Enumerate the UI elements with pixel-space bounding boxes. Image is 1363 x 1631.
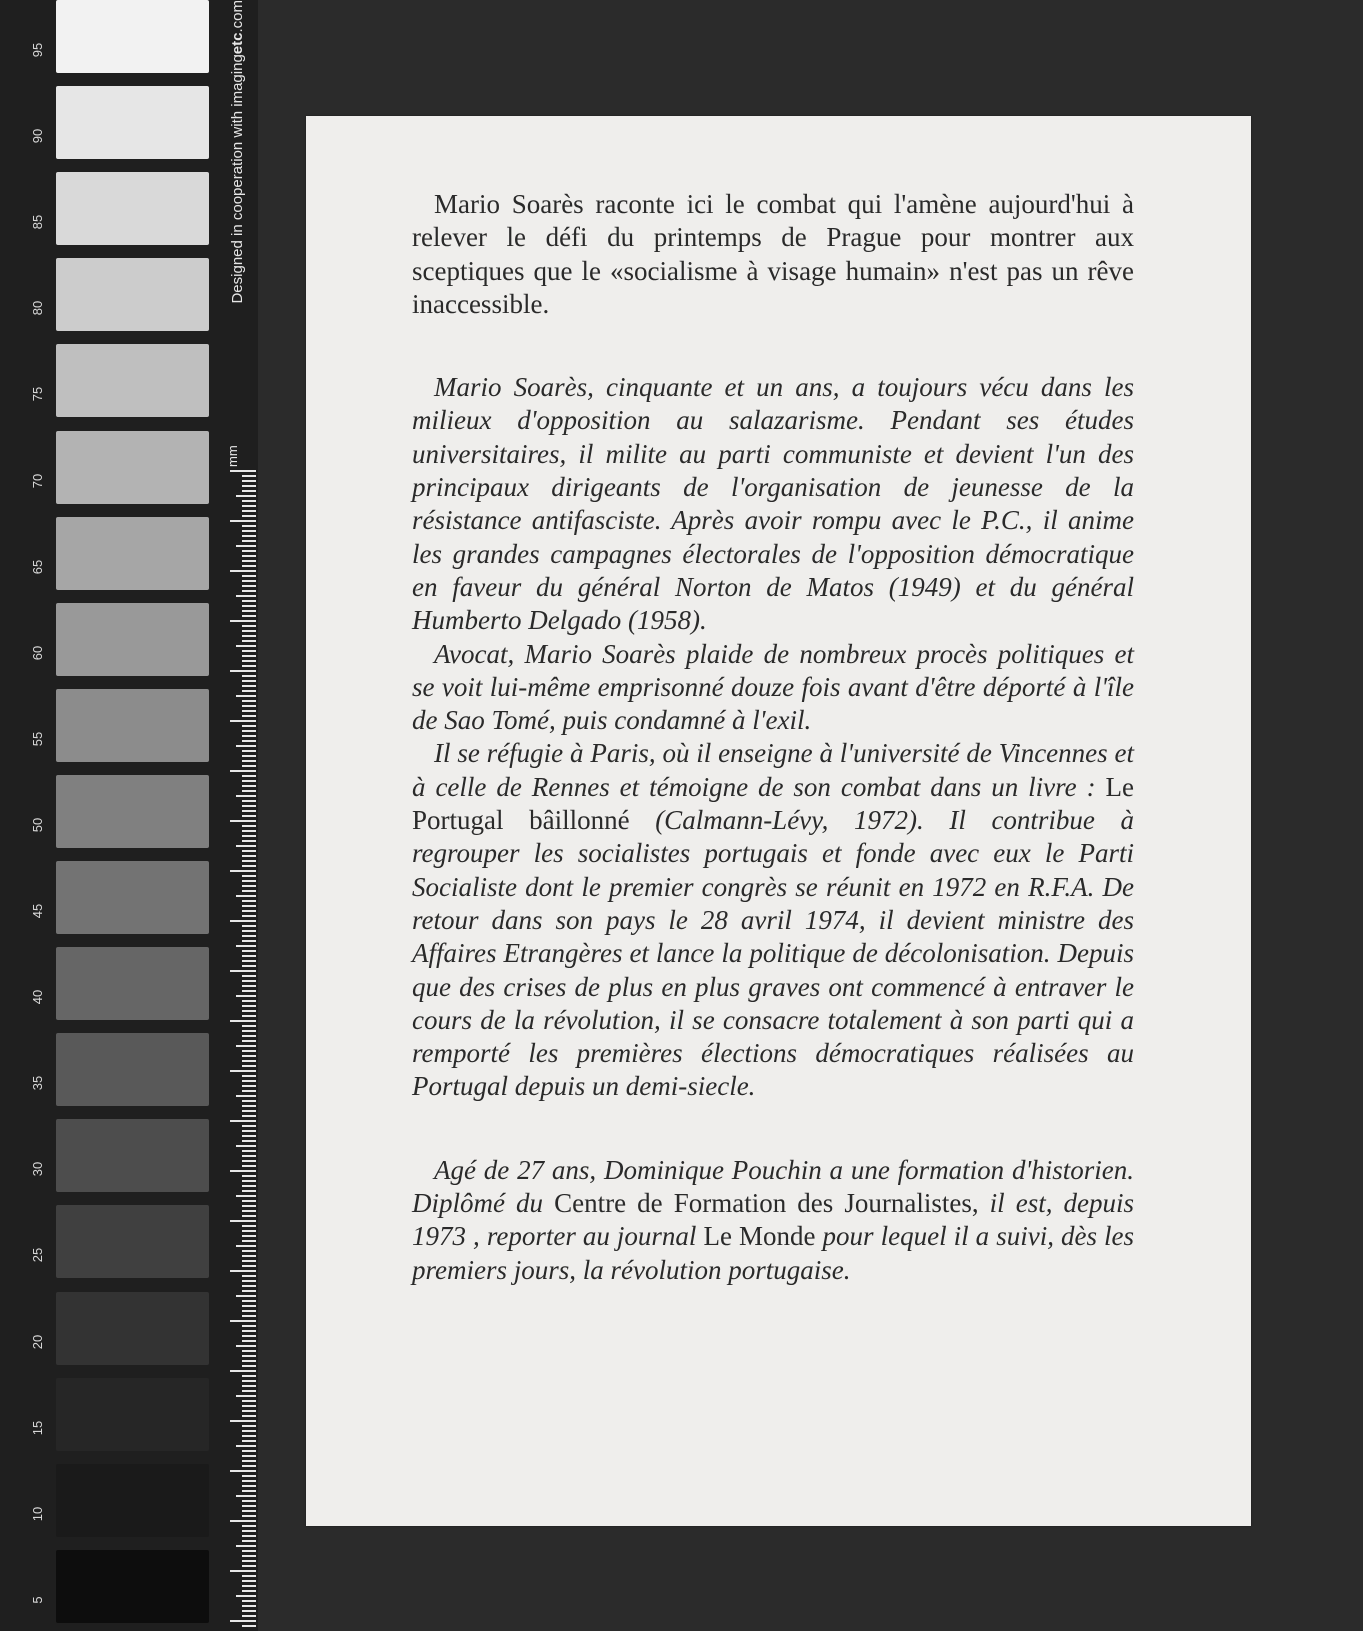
ruler-tick: [242, 1465, 256, 1467]
scale-number: 80: [30, 301, 45, 316]
ruler-tick: [236, 645, 256, 647]
ruler-tick: [242, 1040, 256, 1042]
scale-number: 90: [30, 128, 45, 144]
ruler-tick: [242, 515, 256, 517]
ruler-tick: [242, 1280, 256, 1282]
ruler-tick: [242, 1410, 256, 1412]
ruler-tick: [236, 1595, 256, 1597]
ruler-tick: [242, 1180, 256, 1182]
ruler-tick: [242, 1085, 256, 1087]
author-text-c: pour lequel il a suivi, dès les premiers jours, la révolution portugaise.: [412, 1221, 1135, 1285]
ruler-tick: [242, 490, 256, 492]
gray-swatch: [56, 431, 209, 504]
ruler-tick: [242, 735, 256, 737]
bio3-text-a: Il se réfugie à Paris, où il enseigne à l'université de Vincennes et à celle de Rennes et témoigne de son combat dans un livre :: [412, 738, 1134, 802]
ruler-tick: [242, 875, 256, 877]
ruler-tick: [242, 1585, 256, 1587]
ruler-tick: [242, 755, 256, 757]
ruler-tick: [242, 1260, 256, 1262]
ruler-tick: [242, 1350, 256, 1352]
ruler-tick: [242, 1460, 256, 1462]
ruler-tick: [242, 1405, 256, 1407]
ruler-tick: [230, 620, 256, 622]
ruler-tick: [242, 1365, 256, 1367]
bio-paragraph-2: Avocat, Mario Soarès plaide de nombreux procès politiques et se voit lui-même emprisonné douze fois avant d'être déporté à l'île de Sao Tomé, puis condamné à l'exil.: [412, 638, 1134, 736]
ruler-tick: [242, 880, 256, 882]
ruler-tick: [242, 505, 256, 507]
brand-prefix: Designed in cooperation with imaging: [229, 54, 246, 304]
ruler-tick: [242, 575, 256, 577]
scale-number: 40: [30, 989, 45, 1005]
ruler-tick: [242, 1055, 256, 1057]
ruler-tick: [242, 1100, 256, 1102]
ruler-tick: [230, 920, 256, 922]
gray-swatch: [56, 1550, 209, 1623]
ruler-tick: [242, 685, 256, 687]
author-text-a: Agé de 27 ans, Dominique Pouchin a une formation d'historien. Diplômé du: [412, 1154, 1134, 1219]
scale-number: 30: [30, 1162, 45, 1177]
ruler-tick: [242, 1230, 256, 1232]
gray-swatch: [56, 517, 209, 590]
author-text-b: il est, depuis 1973 , reporter au journal: [412, 1188, 1135, 1252]
ruler-tick: [242, 710, 256, 712]
ruler-tick: [242, 725, 256, 727]
ruler-tick: [242, 1400, 256, 1402]
ruler-tick: [242, 660, 256, 662]
ruler-tick: [242, 580, 256, 582]
ruler-tick: [242, 1510, 256, 1512]
ruler-tick: [242, 640, 256, 642]
ruler-tick: [242, 560, 256, 562]
ruler-tick: [242, 705, 256, 707]
ruler-tick: [242, 1135, 256, 1137]
ruler-tick: [242, 1075, 256, 1077]
ruler-tick: [242, 730, 256, 732]
ruler-tick: [242, 1235, 256, 1237]
scale-number: 45: [30, 903, 45, 919]
ruler-tick: [242, 1185, 256, 1187]
ruler-tick: [236, 1145, 256, 1147]
ruler-tick: [242, 980, 256, 982]
ruler-tick: [236, 495, 256, 497]
ruler-tick: [242, 1190, 256, 1192]
ruler-tick: [242, 1150, 256, 1152]
ruler-tick: [242, 1435, 256, 1437]
ruler-tick: [242, 475, 256, 477]
ruler-tick: [230, 1020, 256, 1022]
ruler-tick: [242, 610, 256, 612]
ruler-tick: [230, 720, 256, 722]
ruler-tick: [242, 1475, 256, 1477]
ruler-tick: [242, 1455, 256, 1457]
ruler-tick: [242, 800, 256, 802]
ruler-tick: [242, 785, 256, 787]
ruler-tick: [242, 940, 256, 942]
ruler-tick: [230, 670, 256, 672]
ruler-tick: [242, 1360, 256, 1362]
ruler-tick: [242, 1155, 256, 1157]
gray-swatch: [56, 0, 209, 73]
ruler-tick: [242, 1380, 256, 1382]
ruler-tick: [230, 1320, 256, 1322]
ruler-tick: [230, 1220, 256, 1222]
bio-paragraph-1: Mario Soarès, cinquante et un ans, a toujours vécu dans les milieux d'opposition au salazarisme. Pendant ses études universitaires, il milite au parti communiste et devient l'un des principaux dirigeants de l'organisation de jeunesse de la résistance antifasciste. Après avoir rompu avec le P.C., il anime les grandes campagnes électorales de l'opposition démocratique en faveur du général Norton de Matos (1949) et du général Humberto Delgado (1958).: [412, 372, 1134, 636]
ruler-tick: [242, 1500, 256, 1502]
ruler-tick: [236, 745, 256, 747]
scale-number: 75: [30, 387, 45, 402]
ruler-tick: [242, 1340, 256, 1342]
ruler-tick: [242, 690, 256, 692]
ruler-tick: [242, 865, 256, 867]
ruler-tick: [230, 470, 256, 472]
ruler-tick: [236, 1095, 256, 1097]
ruler-tick: [242, 525, 256, 527]
ruler-tick: [242, 480, 256, 482]
bio-paragraph-3: [412, 737, 1134, 1103]
ruler-tick: [242, 965, 256, 967]
ruler-tick: [242, 1225, 256, 1227]
ruler-tick: [230, 820, 256, 822]
ruler-tick: [242, 1240, 256, 1242]
scale-number: 70: [30, 473, 45, 488]
gray-swatch: [56, 947, 209, 1020]
ruler-tick: [242, 900, 256, 902]
ruler-tick: [242, 1625, 256, 1627]
ruler-tick: [242, 805, 256, 807]
ruler-tick: [236, 945, 256, 947]
ruler-tick: [236, 695, 256, 697]
ruler-tick: [242, 1000, 256, 1002]
ruler-tick: [230, 770, 256, 772]
ruler-tick: [236, 1295, 256, 1297]
bio3-text-b: (Calmann-Lévy, 1972). Il contribue à regrouper les socialistes portugais et fonde avec eux le Parti Socialiste dont le premier congrès se réunit en 1972 en R.F.A. De retour dans son pays le 28 avril 1974, il devient ministre des Affaires Etrangères et lance la politique de décolonisation. Depuis que des crises de plus en plus graves ont commencé à entraver le cours de la révolution, il se consacre totalement à son parti qui a remporté les premières élections démocratiques réalisées au Portugal depuis un demi-siecle.: [412, 805, 1135, 1102]
ruler-tick: [242, 855, 256, 857]
ruler-tick: [236, 545, 256, 547]
ruler-tick: [230, 870, 256, 872]
gray-swatch: [56, 1378, 209, 1451]
mm-ruler: [228, 470, 258, 1631]
ruler-tick: [242, 700, 256, 702]
ruler-tick: [242, 1115, 256, 1117]
ruler-tick: [242, 1305, 256, 1307]
gray-swatch: [56, 775, 209, 848]
ruler-tick: [242, 975, 256, 977]
ruler-tick: [242, 840, 256, 842]
gray-swatch: [56, 172, 209, 245]
ruler-tick: [242, 510, 256, 512]
ruler-tick: [242, 1090, 256, 1092]
ruler-tick: [242, 1565, 256, 1567]
ruler-tick: [242, 1575, 256, 1577]
ruler-tick: [242, 565, 256, 567]
ruler-tick: [236, 1395, 256, 1397]
ruler-tick: [242, 960, 256, 962]
ruler-tick: [242, 1325, 256, 1327]
ruler-tick: [242, 765, 256, 767]
gray-swatch: [56, 1464, 209, 1537]
calibration-strip: [0, 0, 258, 1631]
ruler-tick: [236, 845, 256, 847]
ruler-tick: [242, 1615, 256, 1617]
newspaper-name: Le Monde: [703, 1221, 816, 1252]
ruler-tick: [242, 1555, 256, 1557]
ruler-tick: [242, 1290, 256, 1292]
ruler-tick: [242, 1200, 256, 1202]
ruler-tick: [242, 715, 256, 717]
scale-number: 50: [30, 817, 45, 833]
ruler-tick: [242, 915, 256, 917]
ruler-tick: [242, 555, 256, 557]
ruler-tick: [242, 1355, 256, 1357]
ruler-tick: [242, 990, 256, 992]
ruler-tick: [230, 1170, 256, 1172]
ruler-tick: [242, 1050, 256, 1052]
ruler-tick: [242, 790, 256, 792]
ruler-tick: [242, 485, 256, 487]
ruler-tick: [230, 1520, 256, 1522]
ruler-tick: [230, 1070, 256, 1072]
ruler-tick: [242, 1480, 256, 1482]
scale-number: 85: [30, 214, 45, 230]
ruler-tick: [242, 810, 256, 812]
ruler-tick: [242, 530, 256, 532]
scale-number: 20: [30, 1334, 45, 1349]
ruler-tick: [242, 1035, 256, 1037]
gray-swatch: [56, 86, 209, 159]
ruler-tick: [242, 930, 256, 932]
ruler-tick: [242, 825, 256, 827]
ruler-tick: [242, 1265, 256, 1267]
ruler-tick: [242, 1080, 256, 1082]
scale-number: 10: [30, 1506, 45, 1521]
ruler-tick: [242, 1540, 256, 1542]
ruler-tick: [242, 655, 256, 657]
ruler-tick: [236, 1545, 256, 1547]
brand-suffix: .com: [229, 0, 246, 33]
ruler-tick: [242, 1610, 256, 1612]
gray-swatch: [56, 603, 209, 676]
ruler-tick: [242, 1505, 256, 1507]
ruler-tick: [236, 1345, 256, 1347]
ruler-tick: [242, 1025, 256, 1027]
ruler-tick: [242, 1605, 256, 1607]
ruler-tick: [242, 1315, 256, 1317]
ruler-tick: [236, 1195, 256, 1197]
ruler-tick: [242, 1275, 256, 1277]
ruler-tick: [242, 1580, 256, 1582]
ruler-tick: [242, 1375, 256, 1377]
ruler-tick: [230, 1370, 256, 1372]
ruler-tick: [242, 955, 256, 957]
scale-number: 35: [30, 1075, 45, 1091]
ruler-tick: [242, 635, 256, 637]
ruler-tick: [242, 1015, 256, 1017]
gray-swatch: [56, 1033, 209, 1106]
ruler-tick: [242, 535, 256, 537]
ruler-tick: [242, 1330, 256, 1332]
ruler-tick: [236, 595, 256, 597]
ruler-tick: [242, 650, 256, 652]
mm-label: mm: [225, 445, 240, 467]
ruler-tick: [242, 1065, 256, 1067]
ruler-tick: [242, 1550, 256, 1552]
ruler-tick: [242, 600, 256, 602]
ruler-tick: [230, 1120, 256, 1122]
ruler-tick: [230, 1420, 256, 1422]
ruler-tick: [242, 665, 256, 667]
ruler-tick: [236, 1445, 256, 1447]
scale-number: 15: [30, 1420, 45, 1435]
ruler-tick: [242, 740, 256, 742]
ruler-tick: [242, 1560, 256, 1562]
ruler-tick: [242, 1300, 256, 1302]
ruler-tick: [230, 520, 256, 522]
ruler-tick: [242, 550, 256, 552]
ruler-tick: [242, 625, 256, 627]
scale-number: 60: [30, 645, 45, 660]
ruler-tick: [242, 950, 256, 952]
ruler-tick: [230, 570, 256, 572]
ruler-tick: [242, 1310, 256, 1312]
ruler-tick: [242, 1005, 256, 1007]
ruler-tick: [236, 895, 256, 897]
ruler-tick: [242, 1110, 256, 1112]
brand-bold: etc: [229, 32, 246, 55]
ruler-tick: [242, 890, 256, 892]
ruler-tick: [242, 1125, 256, 1127]
ruler-tick: [236, 1495, 256, 1497]
ruler-tick: [242, 905, 256, 907]
ruler-tick: [242, 590, 256, 592]
ruler-tick: [242, 1600, 256, 1602]
ruler-tick: [230, 1570, 256, 1572]
ruler-tick: [242, 1530, 256, 1532]
ruler-tick: [242, 830, 256, 832]
ruler-tick: [236, 795, 256, 797]
ruler-tick: [242, 910, 256, 912]
ruler-tick: [242, 605, 256, 607]
ruler-tick: [242, 1160, 256, 1162]
ruler-tick: [242, 1390, 256, 1392]
ruler-tick: [242, 760, 256, 762]
ruler-tick: [242, 675, 256, 677]
gray-swatches: [56, 0, 211, 1631]
ruler-tick: [242, 1490, 256, 1492]
ruler-tick: [242, 1515, 256, 1517]
ruler-tick: [242, 1385, 256, 1387]
gray-swatch: [56, 1205, 209, 1278]
ruler-tick: [242, 1485, 256, 1487]
ruler-tick: [242, 1140, 256, 1142]
ruler-tick: [242, 1205, 256, 1207]
ruler-tick: [230, 1270, 256, 1272]
ruler-tick: [242, 1210, 256, 1212]
ruler-tick: [242, 1425, 256, 1427]
ruler-tick: [242, 850, 256, 852]
ruler-tick: [242, 885, 256, 887]
document-page: [306, 116, 1251, 1526]
scale-numbers: [0, 0, 56, 1631]
ruler-tick: [242, 750, 256, 752]
gray-swatch: [56, 689, 209, 762]
ruler-tick: [242, 1450, 256, 1452]
ruler-tick: [242, 1030, 256, 1032]
ruler-tick: [242, 1415, 256, 1417]
gray-swatch: [56, 344, 209, 417]
ruler-tick: [242, 1590, 256, 1592]
ruler-tick: [242, 1255, 256, 1257]
gray-swatch: [56, 258, 209, 331]
ruler-tick: [242, 860, 256, 862]
ruler-tick: [242, 1535, 256, 1537]
ruler-tick: [242, 1250, 256, 1252]
ruler-tick: [242, 1215, 256, 1217]
ruler-tick: [242, 630, 256, 632]
ruler-tick: [242, 680, 256, 682]
gray-swatch: [56, 1292, 209, 1365]
ruler-tick: [242, 1130, 256, 1132]
ruler-tick: [230, 1470, 256, 1472]
ruler-tick: [242, 935, 256, 937]
ruler-tick: [242, 585, 256, 587]
scale-number: 95: [30, 42, 45, 58]
ruler-tick: [242, 780, 256, 782]
ruler-tick: [242, 1060, 256, 1062]
ruler-tick: [242, 500, 256, 502]
school-name: Centre de Formation des Journalistes,: [554, 1188, 979, 1219]
ruler-tick: [242, 1010, 256, 1012]
ruler-tick: [242, 815, 256, 817]
ruler-tick: [242, 1175, 256, 1177]
scale-number: 55: [30, 731, 45, 747]
gray-swatch: [56, 1119, 209, 1192]
ruler-tick: [230, 1620, 256, 1622]
ruler-tick: [242, 1285, 256, 1287]
ruler-tick: [242, 1335, 256, 1337]
scale-number: 65: [30, 559, 45, 574]
ruler-tick: [242, 1440, 256, 1442]
author-paragraph: [412, 1154, 1134, 1287]
ruler-tick: [242, 985, 256, 987]
intro-paragraph: Mario Soarès raconte ici le combat qui l'amène aujourd'hui à relever le défi du printemps de Prague pour montrer aux sceptiques que le «socialisme à visage humain» n'est pas un rêve inaccessible.: [412, 189, 1134, 319]
ruler-tick: [242, 925, 256, 927]
ruler-tick: [242, 835, 256, 837]
ruler-tick: [242, 1165, 256, 1167]
gray-swatch: [56, 861, 209, 934]
book-title: Le Portugal bâillonné: [412, 771, 1135, 836]
ruler-tick: [242, 775, 256, 777]
brand-label: [228, 0, 248, 362]
ruler-tick: [242, 1430, 256, 1432]
ruler-tick: [236, 1045, 256, 1047]
ruler-tick: [236, 1245, 256, 1247]
scale-number: 25: [30, 1248, 45, 1263]
scale-number: 5: [30, 1596, 45, 1604]
ruler-tick: [242, 1525, 256, 1527]
ruler-tick: [242, 1105, 256, 1107]
ruler-tick: [242, 540, 256, 542]
ruler-tick: [230, 970, 256, 972]
ruler-tick: [242, 615, 256, 617]
ruler-tick: [236, 995, 256, 997]
document-body: [412, 188, 1134, 1287]
